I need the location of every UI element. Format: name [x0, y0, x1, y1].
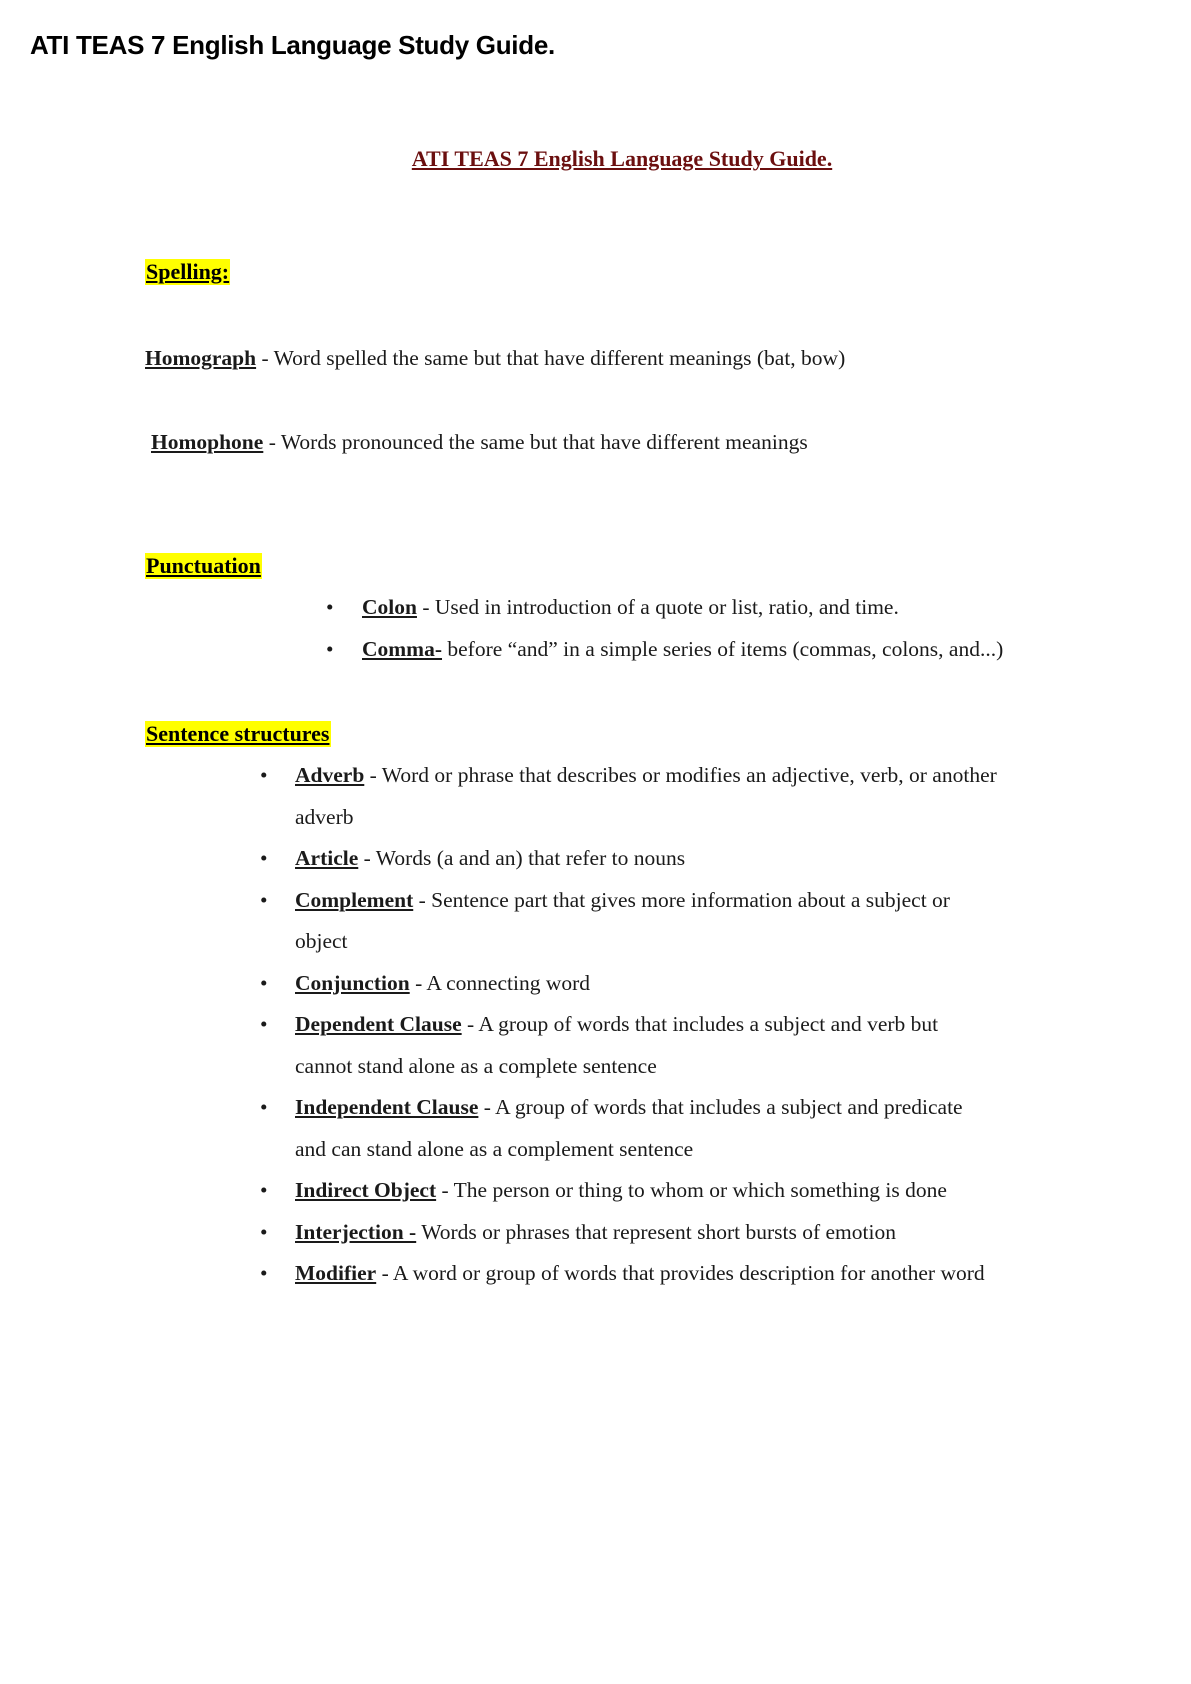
list-item — [295, 1011, 938, 1037]
list-item — [326, 594, 334, 620]
definition-term: Conjunction — [295, 970, 410, 995]
definition-term: Independent Clause — [295, 1095, 479, 1119]
definition-term: Indirect Object — [295, 1178, 437, 1202]
list-item — [295, 887, 950, 913]
definition-term: Comma- — [362, 637, 443, 661]
spelling-heading: Spelling: — [146, 259, 230, 284]
definition-text: - A connecting word — [409, 970, 591, 995]
bullet-glyph: • — [260, 763, 268, 787]
definition-text: - A group of words that includes a subject and verb but — [461, 1012, 939, 1036]
definition-term: Dependent Clause — [295, 1012, 462, 1036]
definition-text: - Word spelled the same but that have different meanings (bat, bow) — [256, 346, 846, 370]
definition-text: - Word or phrase that describes or modifies an adjective, verb, or another — [364, 763, 997, 787]
sentence-structures-heading: Sentence structures — [146, 721, 330, 746]
definition-text: - Used in introduction of a quote or list, ratio, and time. — [416, 595, 899, 619]
homophone-definition — [151, 429, 808, 455]
definition-text: - Words pronounced the same but that have different meanings — [263, 430, 808, 454]
list-item — [295, 1094, 963, 1120]
bullet-glyph: • — [260, 1219, 268, 1244]
definition-text-continued: and can stand alone as a complement sentence — [295, 1136, 694, 1161]
definition-text-continued: cannot stand alone as a complete sentence — [295, 1053, 657, 1078]
list-item — [295, 1260, 985, 1286]
list-item — [295, 1219, 896, 1245]
list-item — [295, 762, 997, 788]
bullet-glyph: • — [326, 637, 334, 661]
definition-term: Homograph — [145, 346, 257, 370]
definition-term: Modifier — [295, 1261, 377, 1285]
comma-definition — [362, 636, 1003, 662]
definition-text: Words or phrases that represent short bursts of emotion — [416, 1219, 896, 1244]
definition-text: - Words (a and an) that refer to nouns — [358, 846, 686, 870]
definition-term: Complement — [295, 887, 414, 912]
definition-text: - The person or thing to whom or which something is done — [436, 1178, 947, 1202]
list-item — [295, 1177, 947, 1203]
bullet-glyph: • — [260, 1261, 268, 1285]
bullet-glyph: • — [260, 970, 268, 995]
definition-term: Article — [295, 846, 359, 870]
bullet-glyph: • — [260, 1012, 268, 1036]
punctuation-heading: Punctuation — [146, 553, 261, 578]
list-item — [326, 636, 334, 662]
definition-term: Colon — [362, 595, 417, 619]
bullet-glyph: • — [260, 1095, 268, 1119]
definition-text: - A group of words that includes a subject and predicate — [478, 1095, 963, 1119]
definition-text: - A word or group of words that provides description for another word — [376, 1261, 985, 1285]
page-header: ATI TEAS 7 English Language Study Guide. — [30, 30, 555, 60]
bullet-glyph: • — [260, 1178, 268, 1202]
list-item — [295, 845, 685, 871]
bullet-glyph: • — [326, 595, 334, 619]
definition-term: Adverb — [295, 763, 365, 787]
definition-term: Interjection - — [295, 1219, 417, 1244]
definition-text: - Sentence part that gives more information about a subject or — [413, 887, 950, 912]
document-title: ATI TEAS 7 English Language Study Guide. — [411, 146, 833, 171]
definition-text-continued: object — [295, 929, 348, 953]
definition-text-continued: adverb — [295, 804, 354, 829]
homograph-definition — [145, 345, 845, 371]
bullet-glyph: • — [260, 846, 268, 870]
definition-text: before “and” in a simple series of items (commas, colons, and...) — [442, 637, 1004, 661]
list-item — [295, 970, 590, 996]
bullet-glyph: • — [260, 887, 268, 912]
colon-definition — [362, 594, 899, 620]
definition-term: Homophone — [151, 430, 264, 454]
